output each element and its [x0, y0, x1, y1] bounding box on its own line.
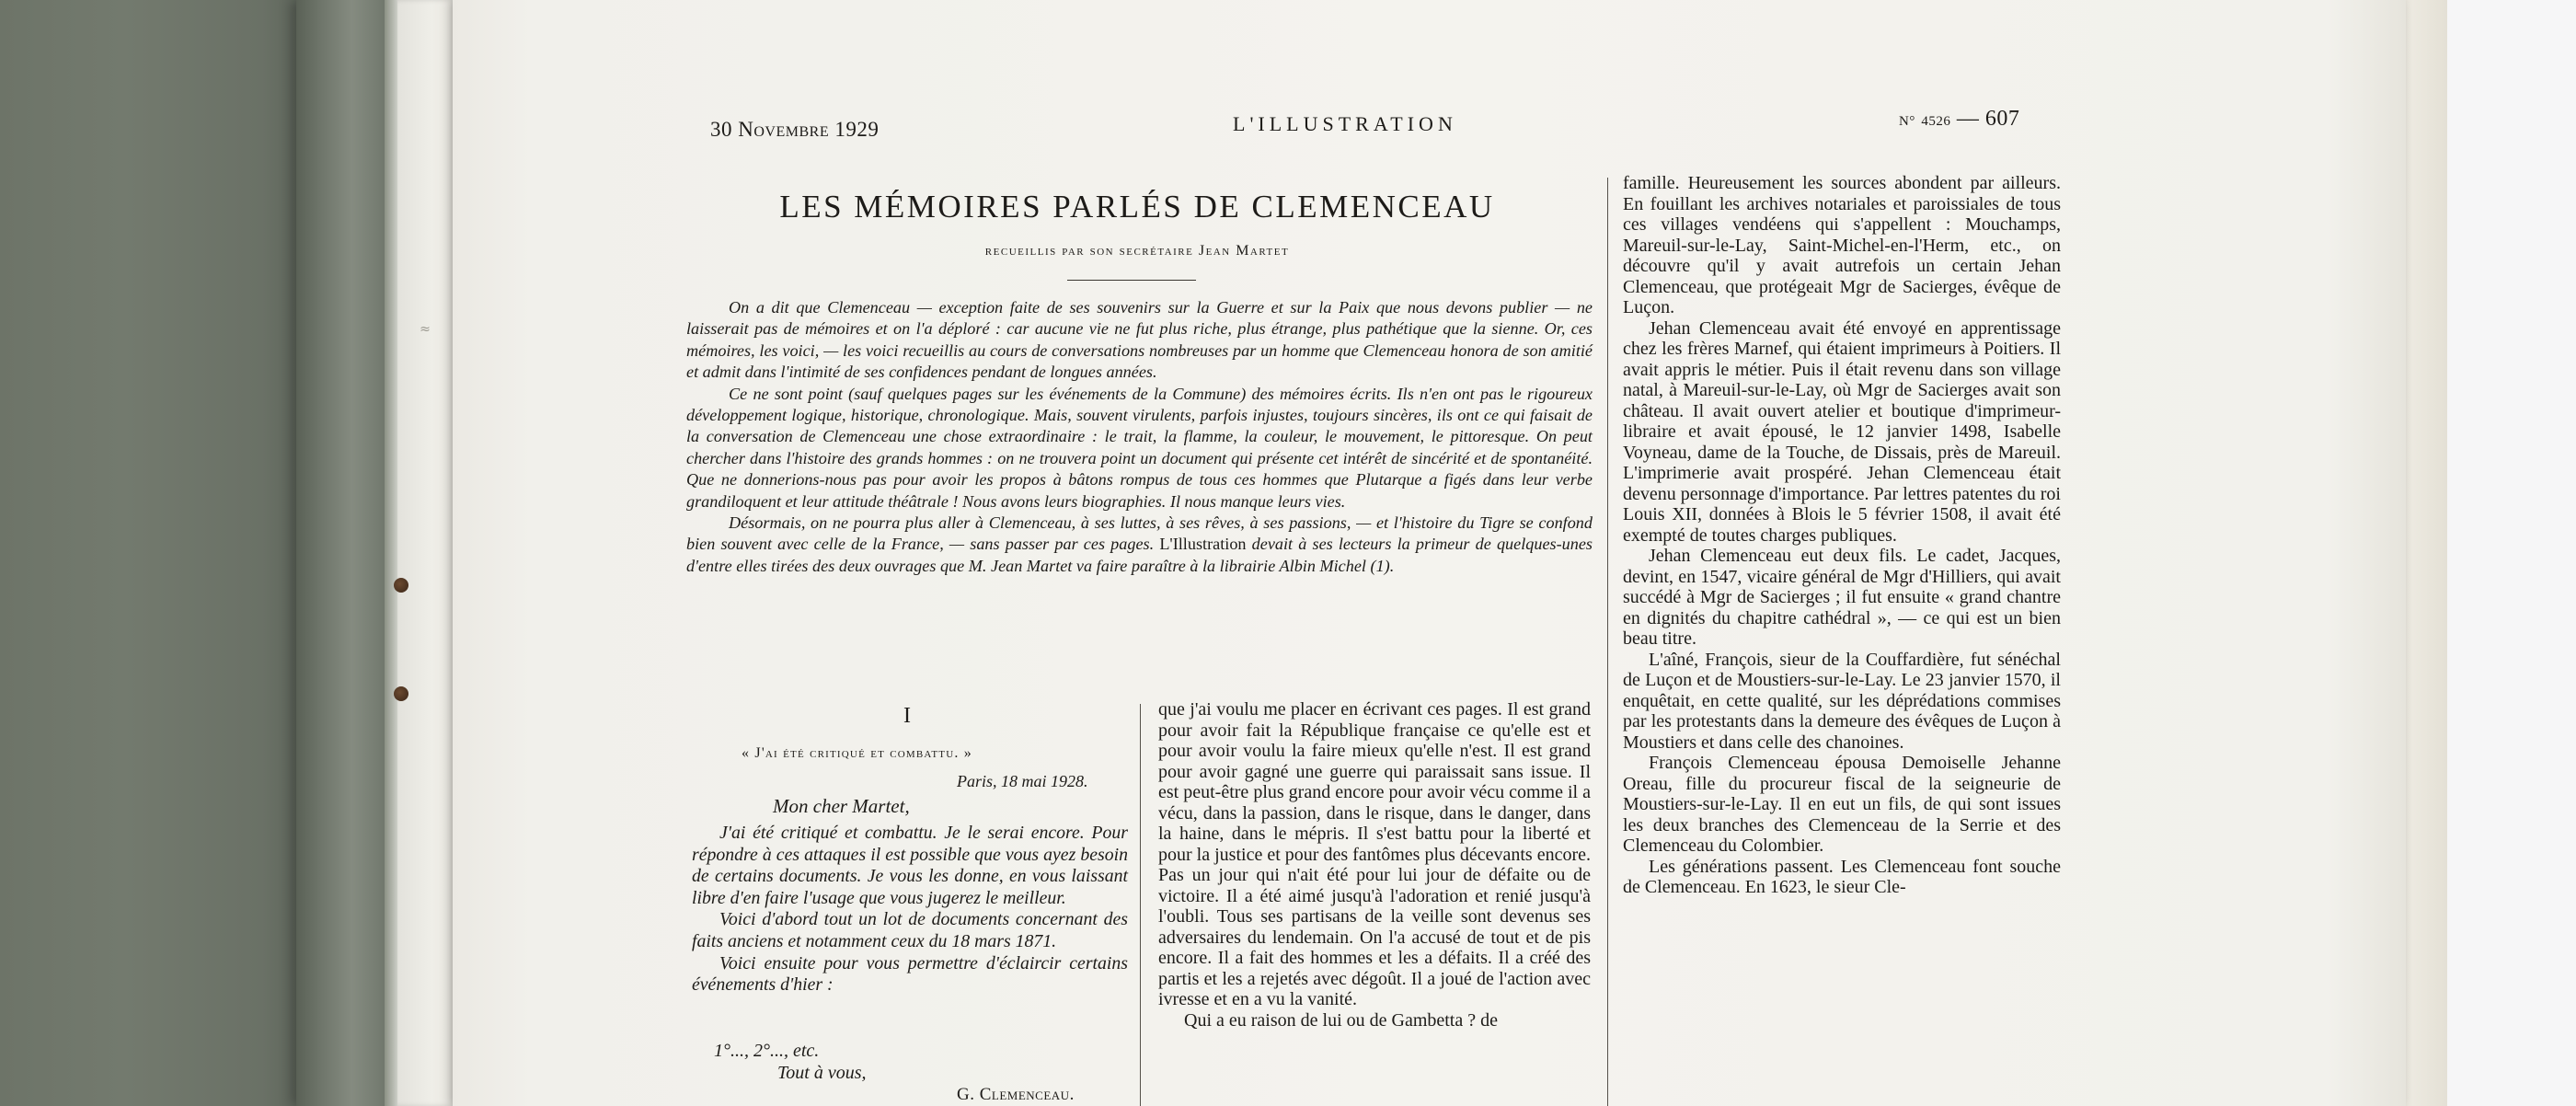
issue-number	[1899, 107, 2019, 132]
binding-hole-icon	[394, 686, 408, 701]
letter-closing: Tout à vous,	[777, 1063, 867, 1083]
column-paragraph: que j'ai voulu me placer en écrivant ces pages. Il est grand pour avoir fait la République française ce qu'elle est et pour avoir voulu la faire mieux qu'elle n'est. Il est grand pour avoir gagné une guerre qui paraissait sans issue. Il est peut-être plus grand encore pour avoir vécu comme il a vécu, dans la passion, dans le risque, dans le danger, dans la haine, dans le mépris. Il s'est battu pour la liberté et pour la justice et pour des fantômes plus décevants encore. Pas un jour qui n'ait été pour lui jour de défaite ou de victoire. Il a été aimé jusqu'à l'adoration et renié jusqu'à l'oubli. Tous ses partisans de la veille sont devenus ses adversaires du lendemain. On l'a accusé de tout et de pis encore. Il a fait des hommes et les a défaits. Il a créé des partis et les a rejetés avec dégoût. Il a joué de l'action avec ivresse et en a vu la vanité.	[1158, 699, 1591, 1009]
issue-date: 30 Novembre 1929	[710, 118, 880, 141]
letter-enumeration: 1°..., 2°..., etc.	[714, 1041, 820, 1061]
letter-paragraph: Voici ensuite pour vous permettre d'éclaircir certains événements d'hier :	[692, 952, 1128, 996]
page-number: — 607	[1956, 107, 2020, 131]
column-paragraph: Les générations passent. Les Clemenceau font souche de Clemenceau. En 1623, le sieur Cle-	[1623, 856, 2061, 897]
letter-salutation: Mon cher Martet,	[773, 795, 910, 817]
column-separator	[1607, 178, 1608, 1106]
article-title: LES MÉMOIRES PARLÉS DE CLEMENCEAU	[779, 189, 1495, 225]
article-intro	[686, 297, 1593, 577]
column-paragraph: Qui a eu raison de lui ou de Gambetta ? de	[1184, 1009, 1498, 1031]
publication-name: L'ILLUSTRATION	[1233, 112, 1457, 135]
column-paragraph: famille. Heureusement les sources abondent par ailleurs. En fouillant les archives notariales et paroissiales de tous ces villages vendéens qui s'appellent : Mouchamps, Mareuil-sur-le-Lay, Saint-Michel-en-l'Herm, etc., on découvre qu'il y avait autrefois un certain Jehan Clemenceau, que protégeait Mgr de Sacierges, évêque de Luçon.	[1623, 173, 2061, 317]
section-title: « J'ai été critiqué et combattu. »	[742, 745, 972, 761]
background-right	[2447, 0, 2576, 1106]
column-paragraph: François Clemenceau épousa Demoiselle Jehanne Oreau, fille du procureur fiscal de la seigneurie de Moustiers-sur-le-Lay. Il en eut un fils, de qui sont issues les deux branches des Clemenceau de la Serrie et des Clemenceau du Colombier.	[1623, 753, 2061, 856]
column-paragraph: Jehan Clemenceau avait été envoyé en apprentissage chez les frères Marnef, qui étaient imprimeurs à Poitiers. Il avait appris le métier. Puis il était revenu dans son village natal, à Mareuil-sur-le-Lay, où Mgr de Sacierges avait son château. Il avait ouvert atelier et boutique d'imprimeur-libraire et avait épousé, le 12 janvier 1498, Isabelle Voyneau, dame de la Touche, de Dissais, près de Mareuil. L'imprimerie avait prospéré. Jehan Clemenceau était devenu personnage d'importance. Par lettres patentes du roi Louis XII, données à Blois le 5 février 1508, il avait été exempté de toutes charges publiques.	[1623, 317, 2061, 546]
intro-paragraph: On a dit que Clemenceau — exception faite de ses souvenirs sur la Guerre et sur la Paix que nous devons publier — ne laisserait pas de mémoires et on l'a déploré : car aucune vie ne fut plus riche, plus étrange, plus pathétique que la sienne. Or, ces mémoires, les voici, — les voici recueillis au cours de conversations nombreuses par un homme que Clemenceau honora de son amitié et admit dans l'intimité de ses confidences pendant de longues années.	[686, 298, 1593, 382]
letter-date: Paris, 18 mai 1928.	[957, 772, 1088, 790]
issue-number-value: 4526	[1921, 114, 1951, 129]
right-column	[1623, 173, 2061, 898]
letter-paragraph: J'ai été critiqué et combattu. Je le serai encore. Pour répondre à ces attaques il est possible que vous ayez besoin de certains documents. Je vous les donne, en vous laissant libre d'en faire l'usage que vous jugerez le meilleur.	[692, 823, 1128, 908]
issue-label: N°	[1899, 114, 1915, 129]
stub-mark-icon: ≈	[420, 322, 431, 337]
article-subtitle: recueillis par son secrétaire Jean Martet	[984, 243, 1290, 259]
column-paragraph: Jehan Clemenceau eut deux fils. Le cadet, Jacques, devint, en 1547, vicaire général de Mgr d'Hilliers, qui avait succédé à Mgr de Sacierges ; il fut ensuite « grand chantre en dignités du chapitre cathédral », — ce qui est un bien beau titre.	[1623, 546, 2061, 649]
letter-signature: G. Clemenceau.	[957, 1085, 1075, 1104]
letter-paragraph: Voici d'abord tout un lot de documents concernant des faits anciens et notamment ceux du 18 mars 1871.	[692, 909, 1128, 951]
intro-paragraph: Désormais, on ne pourra plus aller à Clemenceau, à ses luttes, à ses rêves, à ses passions, — et l'histoire du Tigre se confond bien souvent avec celle de la France, — sans passer par ces pages. L'Illustration devait à ses lecteurs la primeur de quelques-unes d'entre elles tirées des deux ouvrages que M. Jean Martet va faire paraître à la librairie Albin Michel (1).	[686, 513, 1593, 575]
binder-spine	[296, 0, 397, 1106]
section-number: I	[903, 704, 911, 728]
column-separator	[1140, 704, 1141, 1106]
title-rule	[1067, 280, 1196, 281]
binder-cover	[0, 0, 308, 1106]
letter-body	[692, 823, 1128, 997]
binding-stub	[397, 0, 454, 1106]
column-paragraph: L'aîné, François, sieur de la Couffardière, fut sénéchal de Luçon et de Moustiers-sur-le-Lay. Le 23 janvier 1570, il enquêtait, en cette qualité, sur les déprédations commises par les protestants dans la demeure des évêques de Luçon à Moustiers et dans celle des chanoines.	[1623, 649, 2061, 753]
middle-column	[1158, 699, 1591, 1031]
binding-hole-icon	[394, 578, 408, 593]
intro-paragraph: Ce ne sont point (sauf quelques pages sur les événements de la Commune) des mémoires écrits. Ils n'en ont pas le rigoureux développement logique, historique, chronologique. Mais, souvent virulents, parfois injustes, toujours sincères, ils ont ce qui faisait de la conversation de Clemenceau une chose extraordinaire : le trait, la flamme, la couleur, le mouvement, le pittoresque. On peut chercher dans l'histoire des grands hommes : on ne trouvera point un document qui présente cet intérêt de sincérité et de spontanéité. Que ne donnerions-nous pas pour avoir les propos à bâtons rompus de tous ces hommes que Plutarque a figés dans leur verbe grandiloquent et leur attitude théâtrale ! Nous avons leurs biographies. Il nous manque leurs vies.	[686, 384, 1593, 511]
